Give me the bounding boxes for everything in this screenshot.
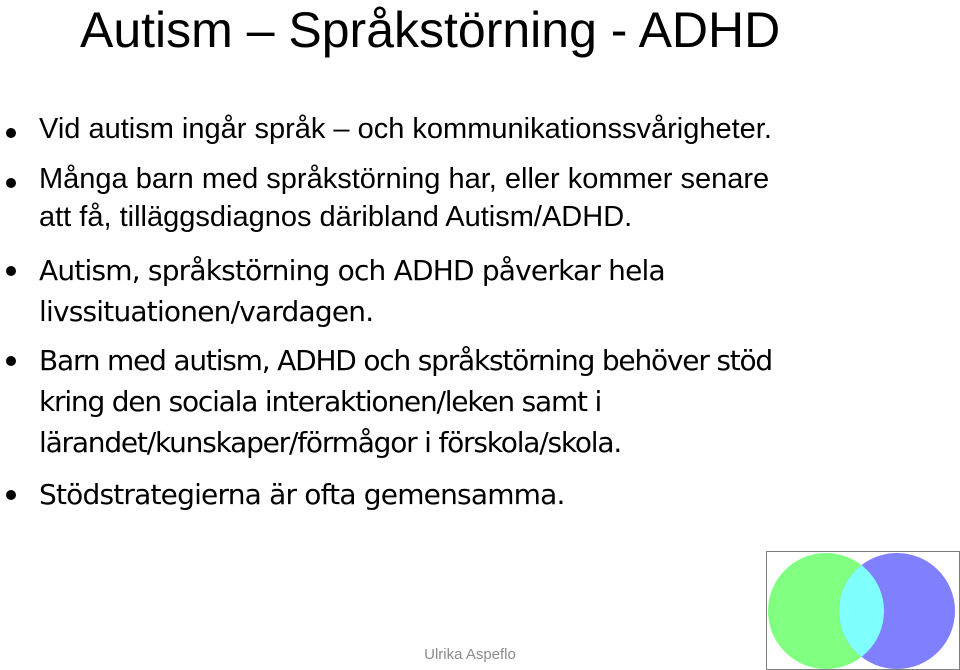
bullet-dot-icon xyxy=(6,128,16,138)
bullet-text xyxy=(39,250,665,332)
footer-author: Ulrika Aspeflo xyxy=(424,646,516,663)
bullet-dot-icon xyxy=(6,266,16,276)
bullet-text xyxy=(39,474,565,515)
bullet-text xyxy=(39,160,769,236)
bullet-dot-icon xyxy=(6,178,16,188)
slide-title: Autism – Språkstörning - ADHD xyxy=(80,2,781,58)
bullet-dot-icon xyxy=(6,356,16,366)
bullet-line: att få, tilläggsdiagnos däribland Autism/ADHD. xyxy=(39,201,633,233)
bullet-line: Barn med autism, ADHD och språkstörning behöver stöd xyxy=(39,344,773,377)
bullet-text xyxy=(39,340,772,463)
bullet-line: lärandet/kunskaper/förmågor i förskola/skola. xyxy=(39,426,622,459)
bullet-line: kring den sociala interaktionen/leken samt i xyxy=(39,385,602,418)
bullet-dot-icon xyxy=(6,490,16,500)
bullet-line: livssituationen/vardagen. xyxy=(39,295,374,328)
venn-diagram xyxy=(766,551,960,670)
bullet-line: Autism, språkstörning och ADHD påverkar hela xyxy=(39,254,665,287)
bullet-line: Många barn med språkstörning har, eller kommer senare xyxy=(39,163,770,195)
bullet-text xyxy=(39,110,772,148)
bullet-line: Stödstrategierna är ofta gemensamma. xyxy=(39,478,565,511)
bullet-line: Vid autism ingår språk – och kommunikationssvårigheter. xyxy=(39,113,772,145)
